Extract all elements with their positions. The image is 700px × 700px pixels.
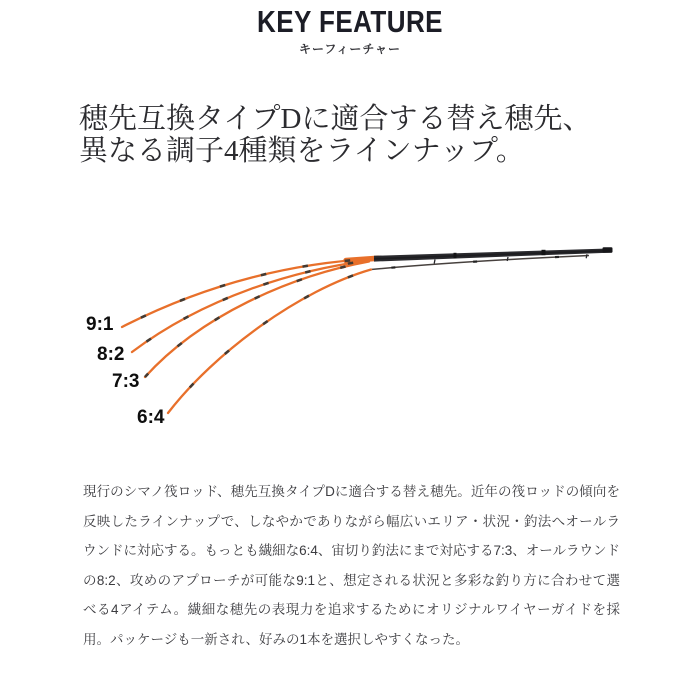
tip-curve-6-4	[168, 270, 371, 414]
feature-heading	[79, 103, 639, 167]
rod-guide-foot-2	[507, 257, 508, 261]
section-title: KEY FEATURE	[257, 4, 443, 39]
tip-ratio-label-8-2: 8:2	[97, 344, 125, 365]
rod-guide-foot-3	[586, 254, 587, 258]
tip-curve-9-1	[122, 259, 370, 327]
tip-guides-7-3	[145, 262, 369, 378]
tip-guides-9-1	[122, 259, 370, 327]
rod-tip-base-line	[371, 256, 589, 270]
tip-guides-6-4	[168, 270, 371, 414]
rod-guide-foot-1	[434, 260, 435, 264]
tip-ratio-label-9-1: 9:1	[86, 314, 114, 335]
tip-curve-8-2	[132, 261, 369, 353]
tip-ratio-label-6-4: 6:4	[137, 407, 165, 428]
tip-curve-7-3	[145, 262, 369, 378]
feature-heading-line2: 異なる調子4種類をラインナップ。	[79, 135, 525, 167]
tip-bundle	[346, 258, 378, 260]
rod-butt-cap	[603, 247, 613, 253]
feature-heading-line1: 穂先互換タイプDに適合する替え穂先、	[79, 103, 592, 135]
rod-ferrule-2	[454, 253, 457, 259]
rod-blank	[374, 248, 612, 261]
tip-ratio-label-7-3: 7:3	[112, 371, 140, 392]
rod-blank-shade	[374, 251, 612, 259]
rod-tip-base-guides	[371, 256, 589, 270]
feature-description: 現行のシマノ筏ロッド、穂先互換タイプDに適合する替え穂先。近年の筏ロッドの傾向を反映したラインナップで、しなやかでありながら幅広いエリア・状況・釣法へオールラウンドに対応する。もっとも繊細な6:4、宙切り釣法にまで対応する7:3、オールラウンドの8:2、攻めのアプローチが可能な9:1と、想定される状況と多彩な釣り方に合わせて選べる4アイテム。繊細な穂先の表現力を追求するためにオリジナルワイヤーガイドを採用。パッケージも一新され、好みの1本を選択しやすくなった。	[83, 484, 620, 647]
tip-guides-8-2	[132, 261, 369, 353]
section-subtitle: キーフィーチャー	[298, 42, 402, 56]
rod-ferrule	[542, 250, 546, 255]
